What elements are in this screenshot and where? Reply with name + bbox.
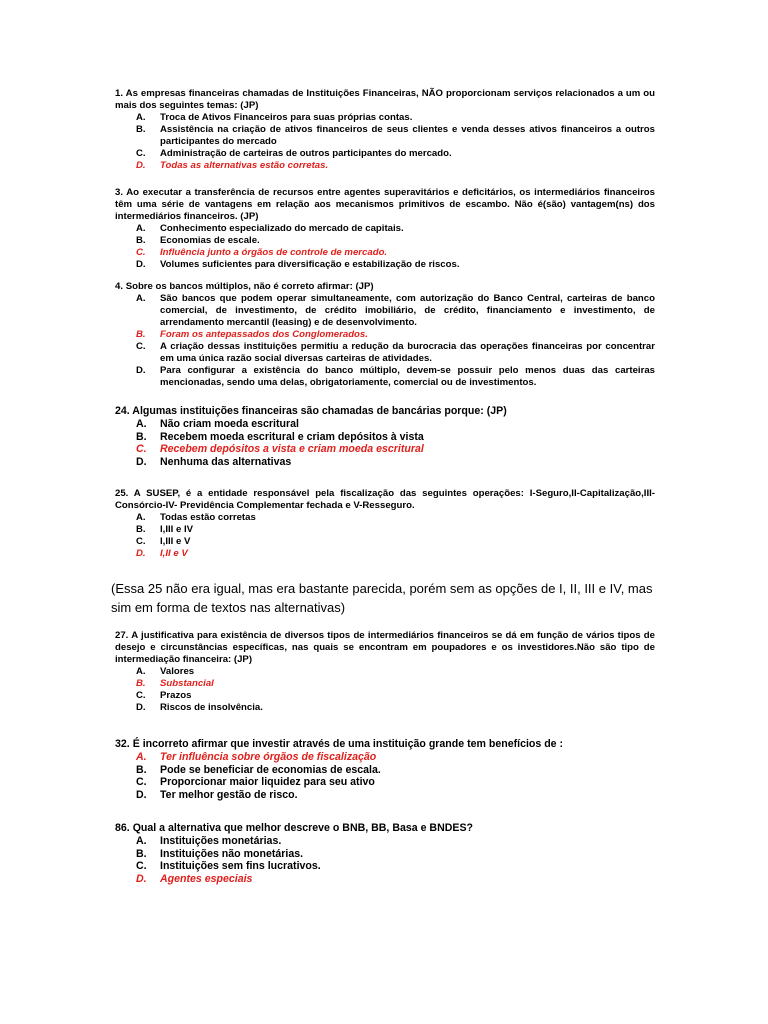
question-86 <box>115 822 655 886</box>
question-32 <box>115 738 655 802</box>
question-stem: 4. Sobre os bancos múltiplos, não é correto afirmar: (JP) <box>115 281 374 292</box>
question-stem: 86. Qual a alternativa que melhor descreve o BNB, BB, Basa e BNDES? <box>115 822 473 834</box>
option-c: C. Prazos <box>136 690 192 701</box>
options-list <box>115 666 655 714</box>
question-24 <box>115 405 655 469</box>
options-list <box>115 293 655 389</box>
option-b: B. Economias de escale. <box>136 235 260 246</box>
option-d: D. Para configurar a existência do banco múltiplo, devem-se possuir pelo menos duas das carteiras mencionadas, sendo uma delas, obrigatoriamente, comercial ou de investimentos. <box>136 365 655 388</box>
options-list <box>115 418 655 469</box>
option-c: C. Administração de carteiras de outros participantes do mercado. <box>136 148 452 159</box>
question-1 <box>115 88 655 172</box>
option-d: D. Volumes suficientes para diversificação e estabilização de riscos. <box>136 259 460 270</box>
question-4 <box>115 281 655 389</box>
option-b: B. Recebem moeda escritural e criam depósitos à vista <box>136 430 424 443</box>
option-d: D. Ter melhor gestão de risco. <box>136 789 298 802</box>
option-b: B. Pode se beneficiar de economias de escala. <box>136 763 381 776</box>
question-stem: 32. É incorreto afirmar que investir através de uma instituição grande tem benefícios de : <box>115 738 564 750</box>
option-d-correct: D. Agentes especiais <box>136 873 253 886</box>
option-b: B. I,III e IV <box>136 524 194 535</box>
options-list <box>115 223 655 271</box>
option-b-correct: B. Foram os antepassados dos Conglomerados. <box>136 329 368 340</box>
option-c: C. Instituições sem fins lucrativos. <box>136 860 321 873</box>
option-a-correct: A. Ter influência sobre órgãos de fiscalização <box>136 750 377 763</box>
option-c: C. I,III e V <box>136 536 191 547</box>
option-c-correct: C. Influência junto a órgãos de controle de mercado. <box>136 247 388 258</box>
question-stem: 24. Algumas instituições financeiras são chamadas de bancárias porque: (JP) <box>115 405 507 417</box>
option-b: B. Assistência na criação de ativos financeiros de seus clientes e venda desses ativos financeiros a outros participantes do mercado <box>136 124 655 147</box>
option-d-correct: D. Todas as alternativas estão corretas. <box>136 160 329 171</box>
option-c: C. Proporcionar maior liquidez para seu ativo <box>136 776 375 789</box>
note-text: (Essa 25 não era igual, mas era bastante parecida, porém sem as opções de I, II, III e IV, mas sim em forma de textos nas alternativas) <box>111 581 653 615</box>
option-b: B. Instituições não monetárias. <box>136 847 304 860</box>
option-b-correct: B. Substancial <box>136 678 214 689</box>
options-list <box>115 112 655 172</box>
option-a: A. Conhecimento especializado do mercado de capitais. <box>136 223 404 234</box>
question-27 <box>115 630 655 714</box>
question-stem: 1. As empresas financeiras chamadas de Instituições Financeiras, NÃO proporcionam serviços relacionados a um ou mais dos seguintes temas: (JP) <box>115 88 655 111</box>
option-c: C. A criação dessas instituições permitiu a redução da burocracia das operações financeiras por concentrar em uma única razão social diversas carteiras de atividades. <box>136 341 655 364</box>
option-a: A. São bancos que podem operar simultaneamente, com autorização do Banco Central, carteiras de banco comercial, de investimento, de crédito imobiliário, de crédito, financiamento e investimento, de arrendamento mercantil (leasing) e de desenvolvimento. <box>136 293 655 328</box>
option-a: A. Instituições monetárias. <box>136 834 282 847</box>
option-a: A. Valores <box>136 666 195 677</box>
option-a: A. Não criam moeda escritural <box>136 417 299 430</box>
question-stem: 27. A justificativa para existência de diversos tipos de intermediários financeiros se dá em função de vários tipos de desejo e circunstâncias específicas, nas quais se encontram em poupadores e os investidores.Não são tipo de intermediação financeira: (JP) <box>115 630 656 665</box>
option-d: D. Nenhuma das alternativas <box>136 456 292 469</box>
question-stem: 3. Ao executar a transferência de recursos entre agentes superavitários e deficitários, os intermediários financeiros têm uma série de vantagens em relação aos mecanismos primitivos de escambo. Não é(são) vantagem(ns) dos intermediários financeiros. (JP) <box>115 187 655 222</box>
question-3 <box>115 187 655 271</box>
options-list <box>115 835 655 886</box>
question-stem: 25. A SUSEP, é a entidade responsável pela fiscalização das seguintes operações: I-Seguro,II-Capitalização,III-Consórcio-IV- Previdência Complementar fechada e V-Resseguro. <box>115 488 656 511</box>
option-d-correct: D. I,II e V <box>136 548 188 559</box>
options-list <box>115 512 655 560</box>
option-a: A. Troca de Ativos Financeiros para suas próprias contas. <box>136 112 413 123</box>
option-c-correct: C. Recebem depósitos a vista e criam moeda escritural <box>136 443 424 456</box>
option-a: A. Todas estão corretas <box>136 512 256 523</box>
options-list <box>115 751 655 802</box>
question-25 <box>115 488 655 560</box>
option-d: D. Riscos de insolvência. <box>136 702 263 713</box>
